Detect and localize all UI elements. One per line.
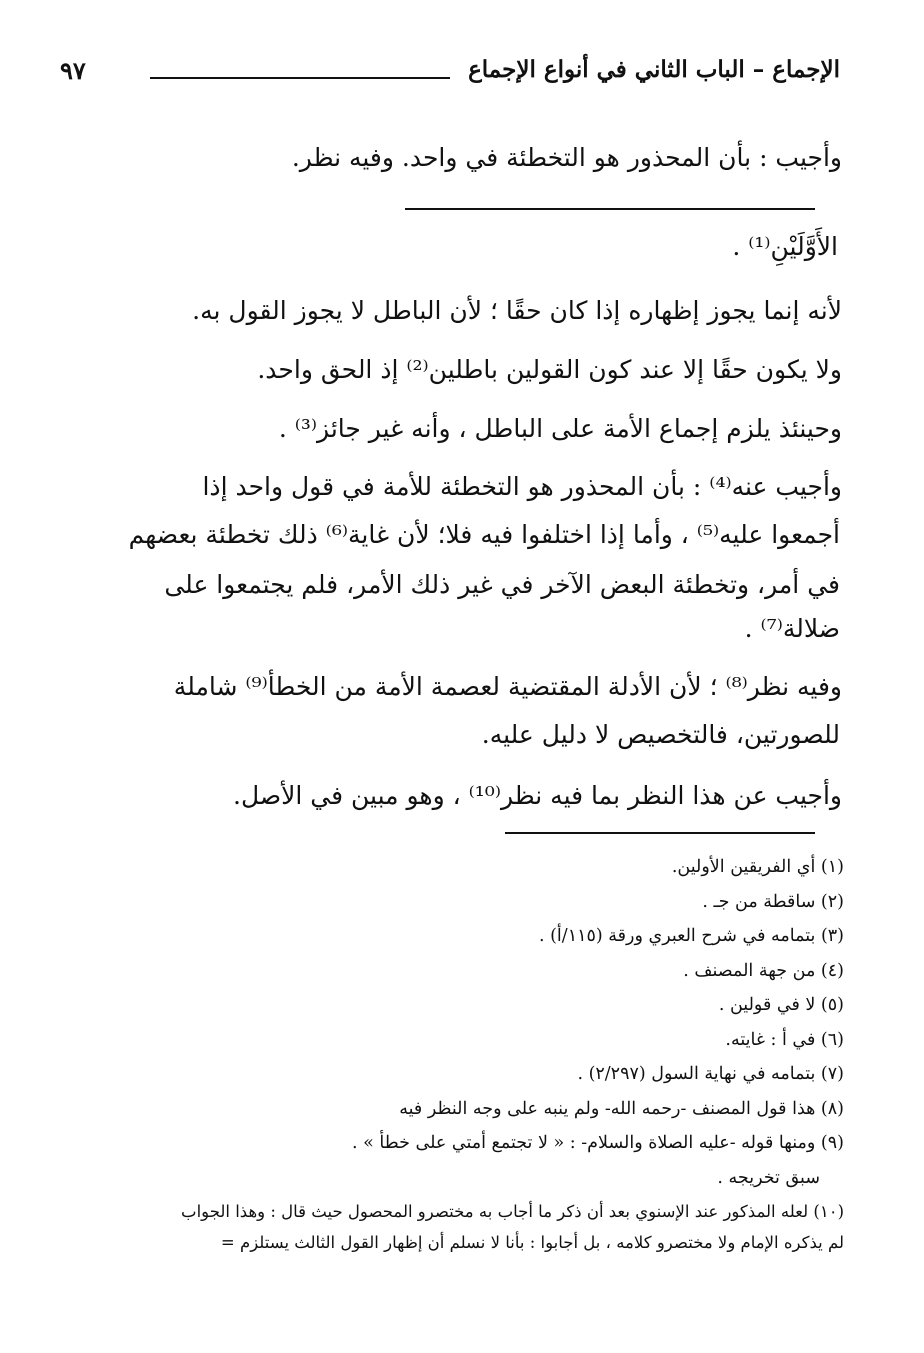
footnote: (١٠) لعله المذكور عند الإسنوي بعد أن ذكر ما أجاب به مختصرو المحصول حيث قال : وهذا الجواب bbox=[181, 1202, 844, 1221]
body-line: وأجيب عنه⁽⁴⁾ : بأن المحذور هو التخطئة للأمة في قول واحد إذا bbox=[202, 472, 842, 501]
footnote: (٥) لا في قولين . bbox=[718, 995, 844, 1015]
header-rule bbox=[150, 77, 450, 79]
body-line: وأجيب عن هذا النظر بما فيه نظر⁽¹⁰⁾ ، وهو مبين في الأصل. bbox=[233, 781, 842, 810]
body-line: ضلالة⁽⁷⁾ . bbox=[744, 614, 840, 643]
body-line: الأَوَّلَيْنِ⁽¹⁾ . bbox=[732, 232, 838, 261]
body-line: ولا يكون حقًا إلا عند كون القولين باطلين⁽²⁾ إذ الحق واحد. bbox=[257, 355, 842, 384]
footnote: (٢) ساقطة من جـ . bbox=[702, 891, 844, 912]
footnote: (٩) ومنها قوله -عليه الصلاة والسلام- : « لا تجتمع أمتي على خطأ » . bbox=[352, 1133, 844, 1153]
footnote: (٦) في أ : غايته. bbox=[725, 1029, 844, 1050]
footnote: (٧) بتمامه في نهاية السول (٢/٢٩٧) . bbox=[577, 1064, 844, 1084]
body-line: لأنه إنما يجوز إظهاره إذا كان حقًا ؛ لأن الباطل لا يجوز القول به. bbox=[192, 296, 842, 325]
footnote-continuation: لم يذكره الإمام ولا مختصرو كلامه ، بل أجابوا : بأنا لا نسلم أن إظهار القول الثالث يستلزم = bbox=[220, 1232, 844, 1252]
running-header bbox=[60, 56, 840, 96]
footnote: (٣) بتمامه في شرح العبري ورقة (١١٥/أ) . bbox=[538, 926, 844, 946]
footnote: (١) أي الفريقين الأولين. bbox=[671, 857, 844, 877]
section-divider bbox=[405, 208, 815, 210]
body-line: في أمر، وتخطئة البعض الآخر في غير ذلك الأمر، فلم يجتمعوا على bbox=[164, 570, 840, 599]
header-title: الإجماع – الباب الثاني في أنواع الإجماع bbox=[468, 56, 840, 83]
footnote-continuation: سبق تخريجه . bbox=[717, 1167, 820, 1188]
footnote-divider bbox=[505, 832, 815, 834]
page-number: ٩٧ bbox=[60, 56, 86, 85]
body-line: وفيه نظر⁽⁸⁾ ؛ لأن الأدلة المقتضية لعصمة الأمة من الخطأ⁽⁹⁾ شاملة bbox=[173, 672, 842, 701]
footnotes bbox=[74, 850, 844, 1256]
footnote: (٨) هذا قول المصنف -رحمه الله- ولم ينبه على وجه النظر فيه bbox=[399, 1098, 844, 1119]
body-line: أجمعوا عليه⁽⁵⁾ ، وأما إذا اختلفوا فيه فلا؛ لأن غاية⁽⁶⁾ ذلك تخطئة بعضهم bbox=[128, 520, 840, 549]
body-line: وأجيب : بأن المحذور هو التخطئة في واحد. وفيه نظر. bbox=[291, 143, 842, 172]
body-line: للصورتين، فالتخصيص لا دليل عليه. bbox=[481, 720, 840, 749]
footnote: (٤) من جهة المصنف . bbox=[683, 960, 844, 981]
body-line: وحينئذ يلزم إجماع الأمة على الباطل ، وأنه غير جائز⁽³⁾ . bbox=[278, 414, 842, 443]
